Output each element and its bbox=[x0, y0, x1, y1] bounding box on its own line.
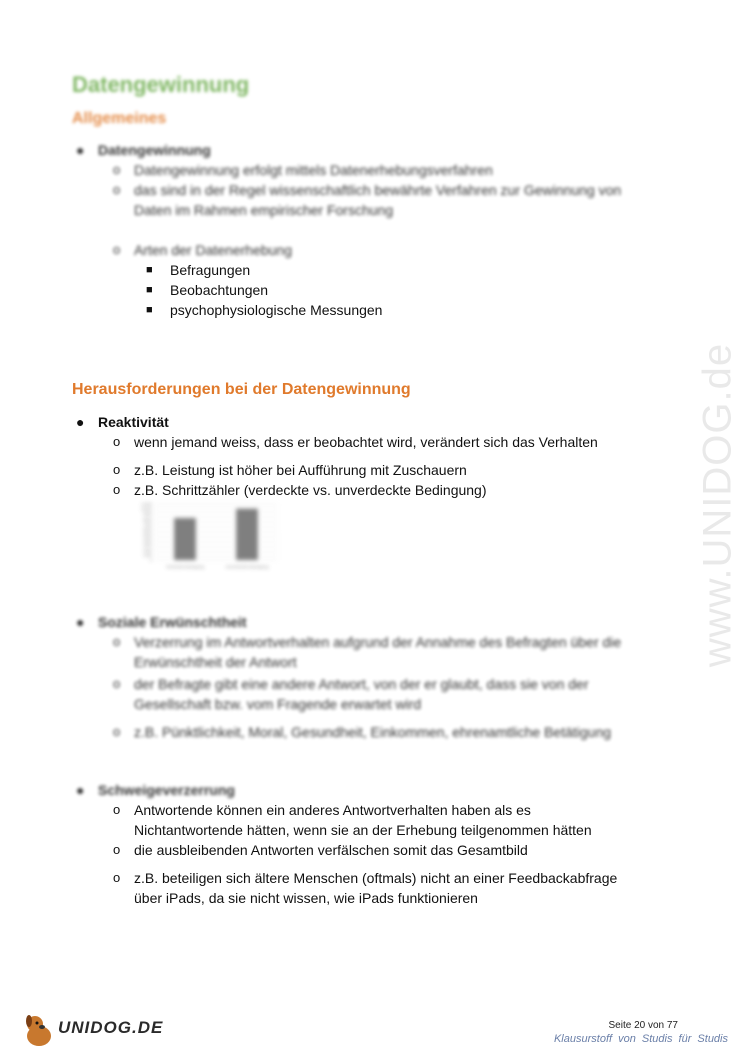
bullet-circle: o bbox=[113, 162, 121, 177]
bullet-reaktivitaet: Reaktivität bbox=[98, 414, 169, 430]
category-label: Verdeckte Bedingung bbox=[165, 564, 205, 569]
section-title-allgemeines: Allgemeines bbox=[72, 110, 167, 127]
bar bbox=[174, 518, 196, 560]
watermark: www.UNIDOG.de bbox=[695, 342, 740, 668]
y-tick-label: 11000 bbox=[141, 501, 152, 507]
section-title-herausforderungen: Herausforderungen bei der Datengewinnung bbox=[72, 381, 411, 398]
list-item-befragungen: Befragungen bbox=[170, 262, 251, 278]
y-tick-label: 6000 bbox=[143, 526, 152, 532]
bar bbox=[236, 509, 258, 560]
bullet-dot: ● bbox=[76, 614, 85, 630]
subpoint: Datengewinnung erfolgt mittels Datenerhebungsverfahren bbox=[134, 162, 493, 178]
dog-icon bbox=[22, 1012, 56, 1048]
bullet-circle: o bbox=[113, 462, 121, 477]
y-tick-label: 2000 bbox=[143, 547, 152, 553]
bullet-square: ■ bbox=[146, 264, 153, 276]
y-tick-label: 10000 bbox=[140, 506, 152, 512]
bullet-soziale-erwuenschtheit: Soziale Erwünschtheit bbox=[98, 614, 247, 630]
y-tick-label: 0 bbox=[149, 557, 152, 563]
bullet-dot: ● bbox=[76, 782, 85, 798]
y-tick-label: 1000 bbox=[143, 552, 152, 558]
page-number: Seite 20 von 77 bbox=[608, 1020, 678, 1031]
bullet-circle: o bbox=[113, 434, 121, 449]
subpoint-continued: über iPads, da sie nicht wissen, wie iPads funktionieren bbox=[134, 890, 478, 906]
bullet-circle: o bbox=[113, 802, 121, 817]
subpoint: Verzerrung im Antwortverhalten aufgrund der Annahme des Befragten über die bbox=[134, 634, 622, 650]
footer-tagline: Klausurstoff von Studis für Studis bbox=[553, 1033, 728, 1045]
y-tick-label: 9000 bbox=[143, 511, 152, 517]
unidog-logo bbox=[22, 1012, 164, 1048]
subpoint: z.B. Pünktlichkeit, Moral, Gesundheit, Einkommen, ehrenamtliche Betätigung bbox=[134, 724, 612, 740]
bullet-circle: o bbox=[113, 724, 121, 739]
subpoint: die ausbleibenden Antworten verfälschen somit das Gesamtbild bbox=[134, 842, 528, 858]
y-tick-label: 3000 bbox=[143, 542, 152, 548]
step-counter-chart bbox=[132, 500, 282, 576]
list-item-messungen: psychophysiologische Messungen bbox=[170, 302, 383, 318]
y-tick-label: 7000 bbox=[143, 521, 152, 527]
subpoint: z.B. Leistung ist höher bei Aufführung mit Zuschauern bbox=[134, 462, 467, 478]
bullet-datengewinnung: Datengewinnung bbox=[98, 142, 211, 158]
subpoint-continued: Erwünschtheit der Antwort bbox=[134, 654, 297, 670]
subpoint-continued: Nichtantwortende hätten, wenn sie an der Erhebung teilgenommen hätten bbox=[134, 822, 592, 838]
subpoint: das sind in der Regel wissenschaftlich bewährte Verfahren zur Gewinnung von bbox=[134, 182, 622, 198]
category-label: Unverdeckte Bedingung bbox=[225, 564, 269, 569]
bullet-dot: ● bbox=[76, 414, 85, 430]
subpoint: der Befragte gibt eine andere Antwort, von der er glaubt, dass sie von der bbox=[134, 676, 589, 692]
subpoint-continued: Daten im Rahmen empirischer Forschung bbox=[134, 202, 394, 218]
subpoint-continued: Gesellschaft bzw. vom Fragende erwartet wird bbox=[134, 696, 422, 712]
bullet-schweigeverzerrung: Schweigeverzerrung bbox=[98, 782, 235, 798]
subpoint: z.B. Schrittzähler (verdeckte vs. unverdeckte Bedingung) bbox=[134, 482, 487, 498]
subpoint: z.B. beteiligen sich ältere Menschen (oftmals) nicht an einer Feedbackabfrage bbox=[134, 870, 618, 886]
bullet-circle: o bbox=[113, 634, 121, 649]
page-heading: Datengewinnung bbox=[72, 72, 250, 97]
bullet-circle: o bbox=[113, 842, 121, 857]
logo-text: UNIDOG.DE bbox=[58, 1018, 164, 1037]
list-item-beobachtungen: Beobachtungen bbox=[170, 282, 269, 298]
bullet-circle: o bbox=[113, 870, 121, 885]
bullet-dot: ● bbox=[76, 142, 85, 158]
bullet-circle: o bbox=[113, 242, 121, 257]
y-tick-label: 4000 bbox=[143, 537, 152, 543]
bullet-circle: o bbox=[113, 482, 121, 497]
y-tick-label: 8000 bbox=[143, 516, 152, 522]
bullet-square: ■ bbox=[146, 284, 153, 296]
subpoint: Antwortende können ein anderes Antwortverhalten haben als es bbox=[134, 802, 531, 818]
y-tick-label: 5000 bbox=[143, 532, 152, 538]
subpoint: Arten der Datenerhebung bbox=[134, 242, 292, 258]
subpoint: wenn jemand weiss, dass er beobachtet wird, verändert sich das Verhalten bbox=[134, 434, 598, 450]
bullet-circle: o bbox=[113, 182, 121, 197]
bullet-circle: o bbox=[113, 676, 121, 691]
bullet-square: ■ bbox=[146, 304, 153, 316]
